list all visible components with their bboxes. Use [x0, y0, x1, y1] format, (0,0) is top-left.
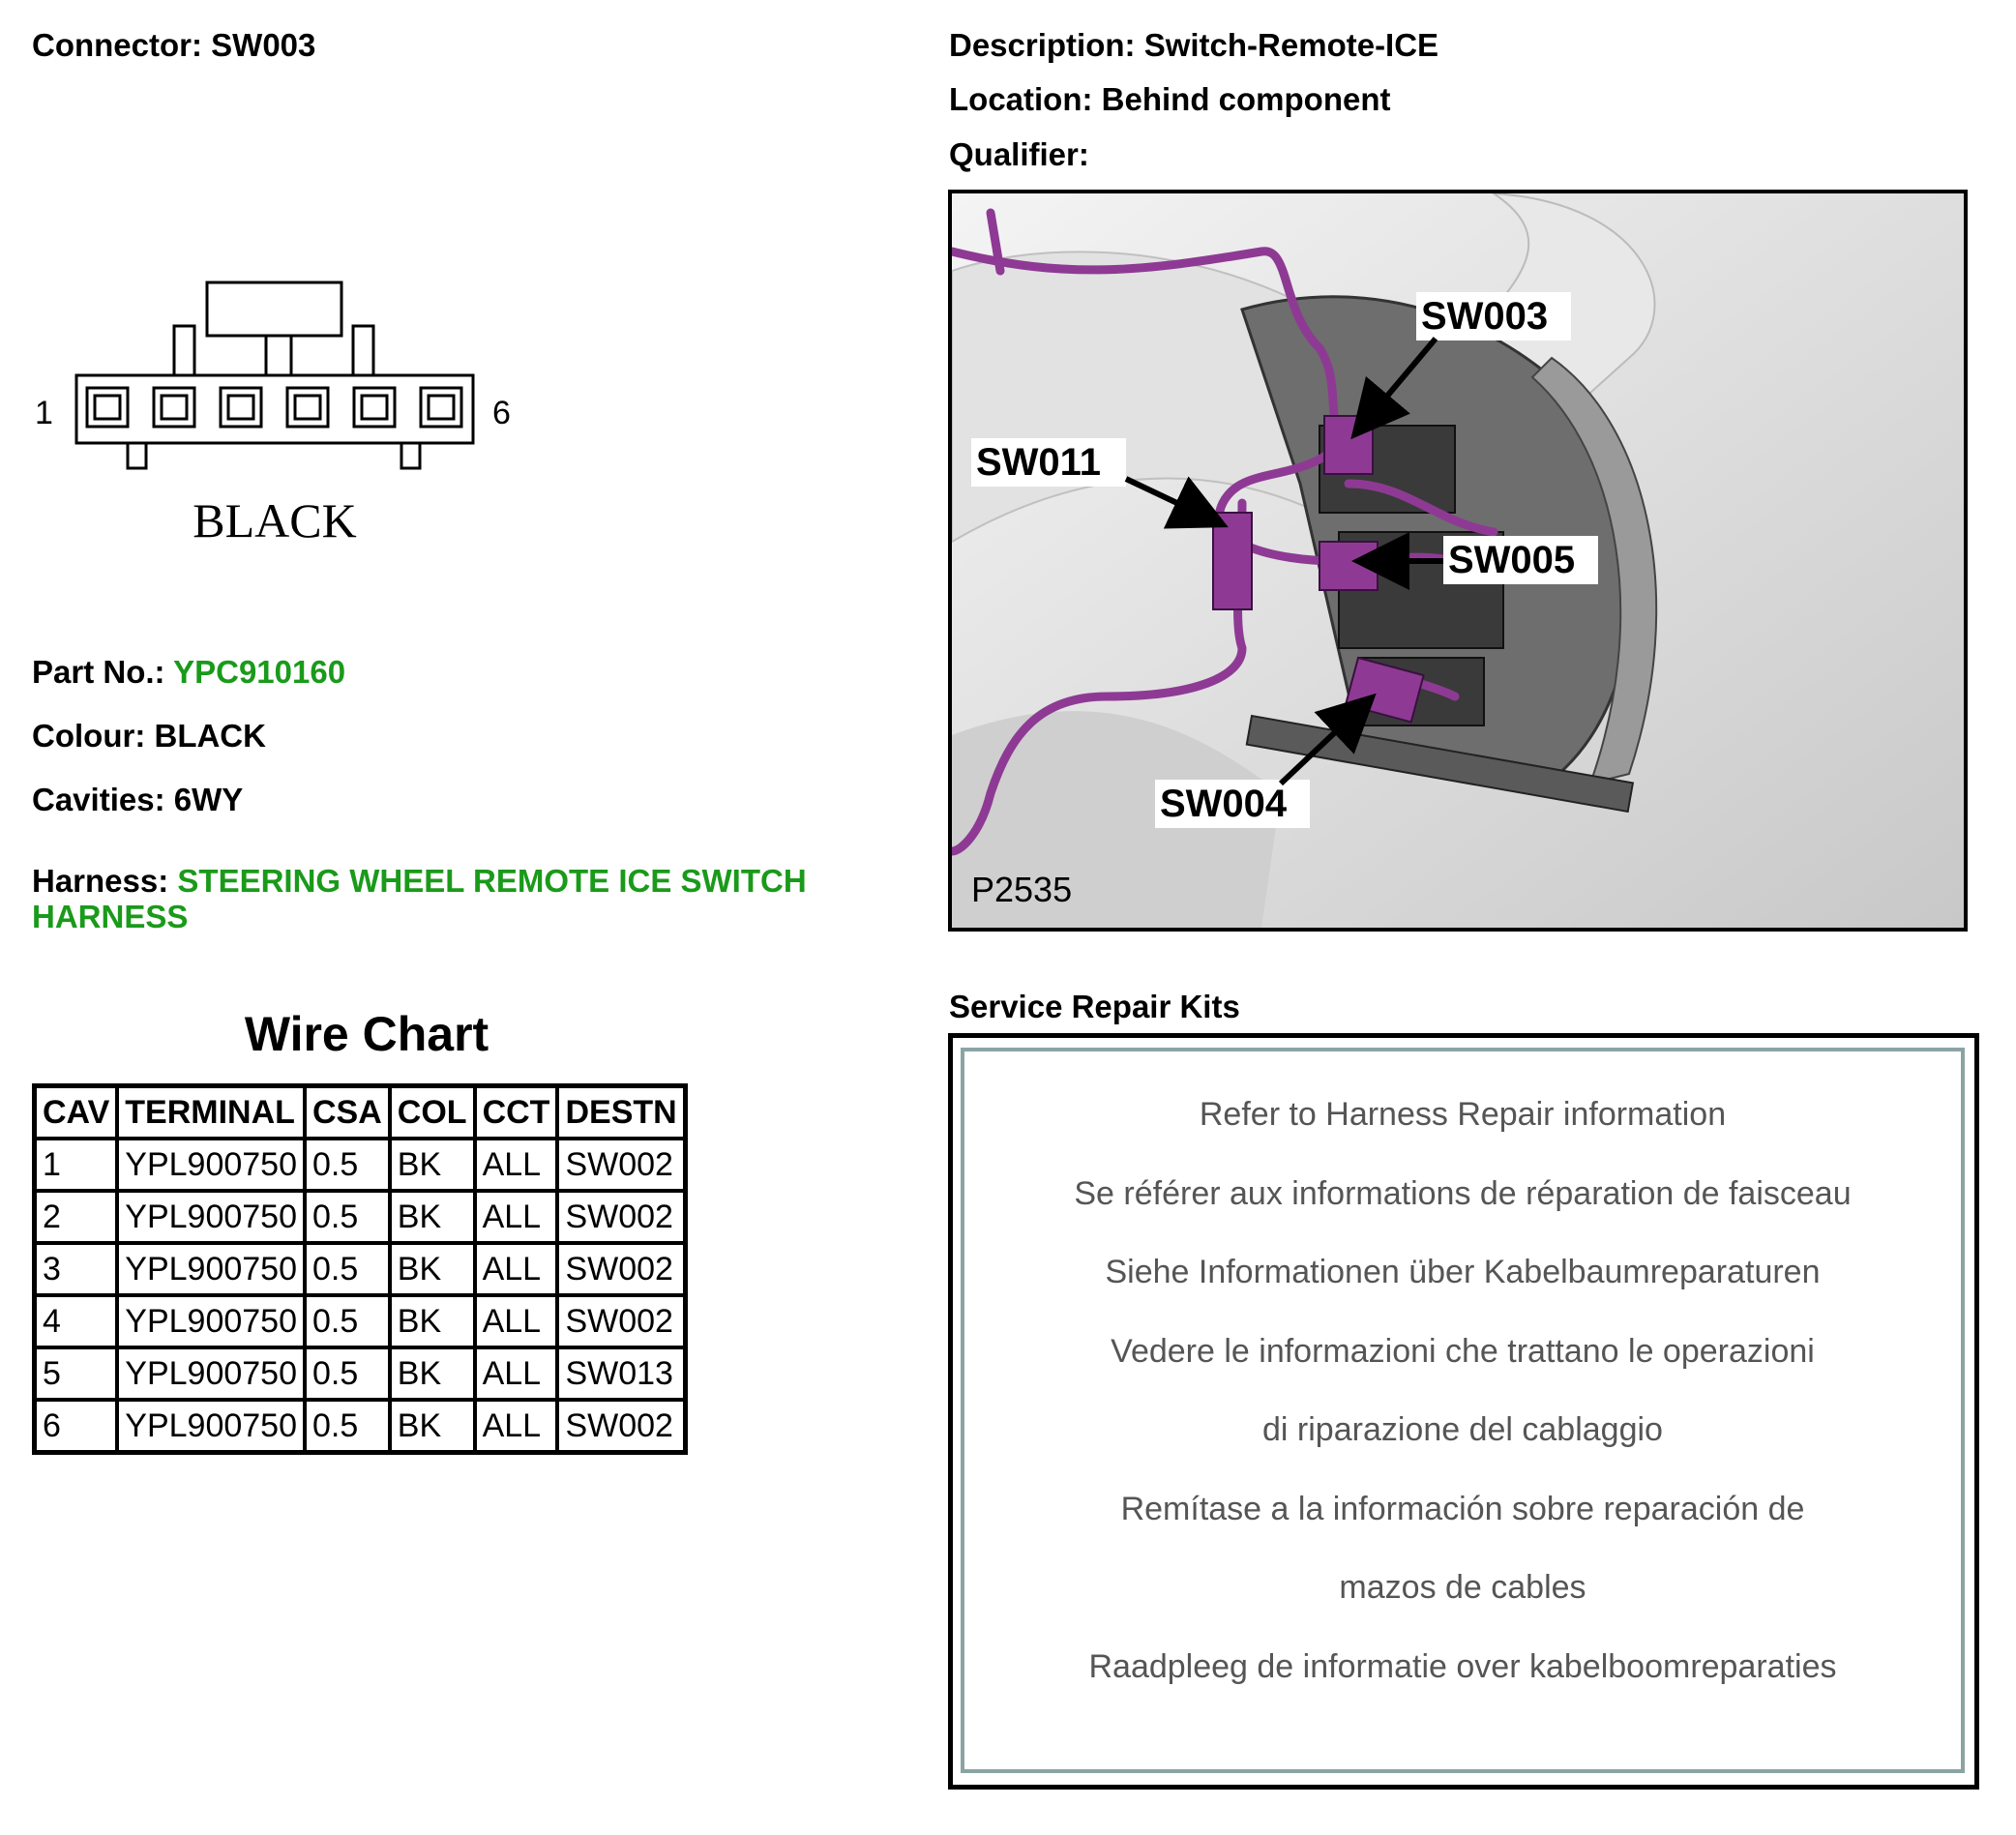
cell-cav: 3: [35, 1243, 118, 1295]
cell-cav: 6: [35, 1400, 118, 1453]
cell-col: BK: [390, 1191, 475, 1243]
cavity-terminal-1: [95, 396, 120, 419]
cell-cct: ALL: [475, 1400, 558, 1453]
wire-chart-header-row: [35, 1086, 686, 1139]
wire-chart-title: Wire Chart: [244, 1007, 489, 1061]
steering-wheel-illustration: [952, 193, 1964, 928]
callout-sw011: SW011: [976, 441, 1101, 484]
location-row: [949, 81, 1390, 118]
cavity-terminal-5: [362, 396, 387, 419]
cell-col: BK: [390, 1243, 475, 1295]
wire-chart-table: [32, 1083, 688, 1455]
cell-terminal: YPL900750: [117, 1295, 305, 1347]
cavity-5: [354, 388, 395, 427]
callout-sw005: SW005: [1448, 539, 1576, 581]
harness-link[interactable]: STEERING WHEEL REMOTE ICE SWITCH: [177, 863, 807, 899]
cell-csa: 0.5: [305, 1191, 390, 1243]
part-number-row: [32, 654, 345, 691]
service-kits-panel: [948, 1033, 1979, 1790]
colour-value: BLACK: [154, 718, 266, 754]
service-kit-line: Se référer aux informations de réparation de faisceau: [1074, 1174, 1852, 1212]
cavity-4: [287, 388, 328, 427]
cell-csa: 0.5: [305, 1139, 390, 1191]
cavity-terminal-2: [162, 396, 187, 419]
cell-terminal: YPL900750: [117, 1400, 305, 1453]
harness-label: Harness:: [32, 863, 169, 899]
qualifier-label: Qualifier:: [949, 136, 1089, 172]
cell-destn: SW002: [557, 1400, 685, 1453]
cavity-6: [421, 388, 461, 427]
cell-cav: 5: [35, 1347, 118, 1400]
location-value: Behind component: [1101, 81, 1391, 117]
cell-cct: ALL: [475, 1191, 558, 1243]
cavities-label: Cavities:: [32, 782, 165, 817]
cavity-terminal-6: [429, 396, 454, 419]
service-kit-line: mazos de cables: [1339, 1569, 1586, 1606]
cell-csa: 0.5: [305, 1295, 390, 1347]
cell-terminal: YPL900750: [117, 1139, 305, 1191]
callout-sw003: SW003: [1421, 295, 1549, 338]
callout-sw004: SW004: [1160, 783, 1288, 825]
cell-col: BK: [390, 1139, 475, 1191]
cell-cav: 2: [35, 1191, 118, 1243]
col-header-csa: CSA: [305, 1086, 390, 1139]
wire-chart-row: [35, 1295, 686, 1347]
cell-cct: ALL: [475, 1295, 558, 1347]
wire-chart-row: [35, 1139, 686, 1191]
cavities-row: [32, 782, 243, 818]
cell-csa: 0.5: [305, 1347, 390, 1400]
col-header-cct: CCT: [475, 1086, 558, 1139]
wire-chart-row: [35, 1243, 686, 1295]
connector-value: SW003: [211, 27, 316, 63]
connector-colour-caption: BLACK: [193, 493, 357, 548]
service-kit-line: Siehe Informationen über Kabelbaumreparaturen: [1105, 1254, 1821, 1290]
cell-destn: SW002: [557, 1295, 685, 1347]
wire-chart-row: [35, 1400, 686, 1453]
cell-destn: SW002: [557, 1191, 685, 1243]
description-value: Switch-Remote-ICE: [1143, 27, 1439, 63]
cell-destn: SW013: [557, 1347, 685, 1400]
connector-body: [76, 375, 473, 443]
harness-link-continued[interactable]: HARNESS: [32, 899, 189, 934]
cell-terminal: YPL900750: [117, 1243, 305, 1295]
cell-col: BK: [390, 1295, 475, 1347]
description-label: Description:: [949, 27, 1136, 63]
pin-first-label: 1: [35, 395, 53, 431]
cell-terminal: YPL900750: [117, 1347, 305, 1400]
figure-id: P2535: [971, 870, 1073, 909]
cell-destn: SW002: [557, 1139, 685, 1191]
cavity-terminal-3: [228, 396, 253, 419]
connector-cavities: [87, 388, 461, 427]
cell-cct: ALL: [475, 1139, 558, 1191]
service-kit-line: Refer to Harness Repair information: [1199, 1096, 1727, 1133]
cell-cct: ALL: [475, 1243, 558, 1295]
part-number-link[interactable]: YPC910160: [173, 654, 346, 690]
cell-csa: 0.5: [305, 1400, 390, 1453]
location-label: Location:: [949, 81, 1093, 117]
part-number-label: Part No.:: [32, 654, 165, 690]
cavity-1: [87, 388, 128, 427]
wire-chart-row: [35, 1191, 686, 1243]
component-location-image: [948, 190, 1968, 932]
col-header-destn: DESTN: [557, 1086, 685, 1139]
service-kit-line: Raadpleeg de informatie over kabelboomreparaties: [1088, 1647, 1837, 1685]
connector-heading: [32, 27, 315, 64]
service-kit-line: di riparazione del cablaggio: [1262, 1411, 1663, 1448]
cell-col: BK: [390, 1400, 475, 1453]
cell-cav: 1: [35, 1139, 118, 1191]
service-kit-line: Remítase a la información sobre reparación de: [1120, 1490, 1805, 1527]
service-kits-title: Service Repair Kits: [949, 989, 1240, 1024]
connector-face-diagram: [25, 271, 528, 561]
cavity-3: [221, 388, 261, 427]
description-row: [949, 27, 1438, 64]
qualifier-row: [949, 136, 1089, 173]
connector-latch-top: [207, 282, 341, 336]
connector-guide-right: [353, 326, 373, 375]
connector-label: Connector:: [32, 27, 202, 63]
service-kits-inner-frame: [961, 1048, 1965, 1773]
cell-destn: SW002: [557, 1243, 685, 1295]
col-header-cav: CAV: [35, 1086, 118, 1139]
col-header-terminal: TERMINAL: [117, 1086, 305, 1139]
cell-cct: ALL: [475, 1347, 558, 1400]
service-kit-line: Vedere le informazioni che trattano le operazioni: [1111, 1332, 1815, 1370]
colour-row: [32, 718, 266, 755]
cavity-2: [154, 388, 194, 427]
cavities-value: 6WY: [173, 782, 244, 817]
connector-foot-left: [128, 443, 146, 468]
harness-row: [32, 863, 807, 934]
cell-terminal: YPL900750: [117, 1191, 305, 1243]
cell-cav: 4: [35, 1295, 118, 1347]
cell-col: BK: [390, 1347, 475, 1400]
connector-guide-left: [174, 326, 194, 375]
pin-last-label: 6: [492, 395, 511, 431]
colour-label: Colour:: [32, 718, 146, 754]
cavity-terminal-4: [295, 396, 320, 419]
cell-csa: 0.5: [305, 1243, 390, 1295]
connector-foot-right: [401, 443, 420, 468]
wire-chart-row: [35, 1347, 686, 1400]
col-header-col: COL: [390, 1086, 475, 1139]
